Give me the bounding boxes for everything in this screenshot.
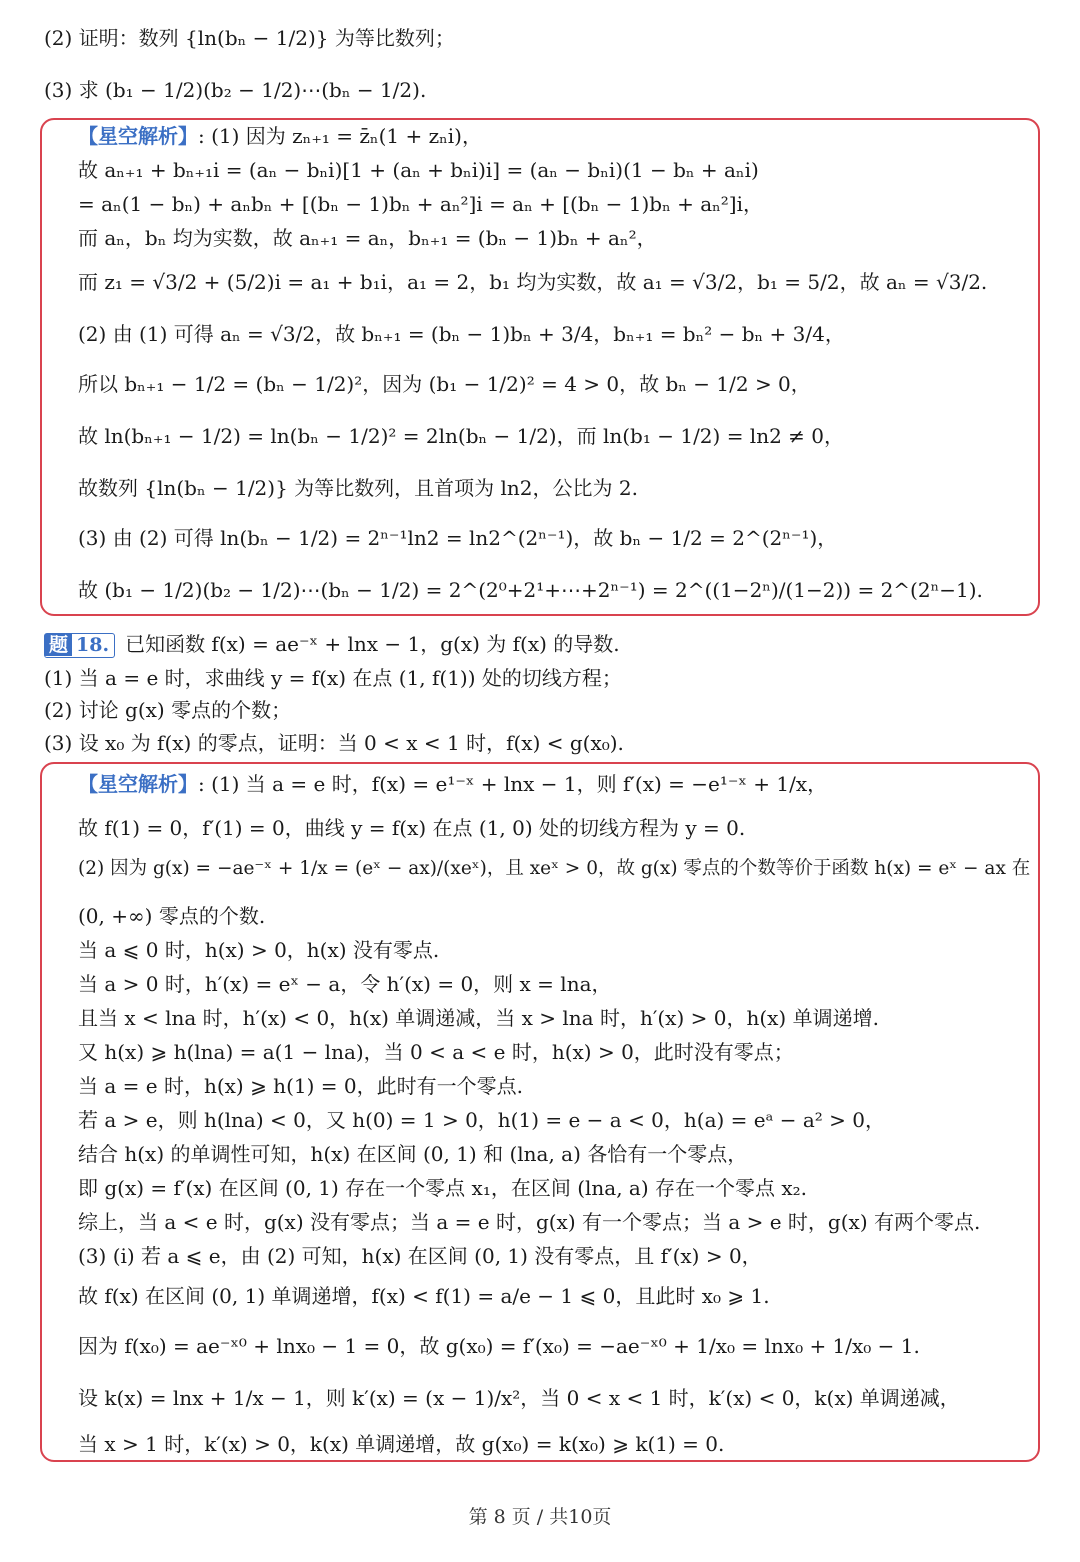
solution-18-line-3: (0, +∞) 零点的个数. bbox=[78, 904, 266, 928]
solution-18-line-1: 故 f(1) = 0，f′(1) = 0，曲线 y = f(x) 在点 (1, 0) 处的切线方程为 y = 0. bbox=[78, 816, 746, 840]
solution-18-line-4: 当 a ⩽ 0 时，h(x) > 0，h(x) 没有零点. bbox=[78, 938, 440, 962]
solution-18-line-11: 即 g(x) = f′(x) 在区间 (0, 1) 存在一个零点 x₁，在区间 (lna, a) 存在一个零点 x₂. bbox=[78, 1176, 808, 1200]
question-17-part-2: (2) 证明：数列 {ln(bₙ − 1/2)} 为等比数列； bbox=[44, 26, 455, 50]
solution-18-line-10: 结合 h(x) 的单调性可知，h(x) 在区间 (0, 1) 和 (lna, a) 各恰有一个零点， bbox=[78, 1142, 748, 1166]
question-17-part-3: (3) 求 (b₁ − 1/2)(b₂ − 1/2)⋯(bₙ − 1/2). bbox=[44, 78, 427, 102]
solution-18-line-2: (2) 因为 g(x) = −ae⁻ˣ + 1/x = (eˣ − ax)/(xeˣ)，且 xeˣ > 0，故 g(x) 零点的个数等价于函数 h(x) = eˣ − ax 在 bbox=[78, 858, 1031, 879]
solution-17-line bbox=[78, 124, 482, 148]
solution-17-line-9: (3) 由 (2) 可得 ln(bₙ − 1/2) = 2ⁿ⁻¹ln2 = ln2^(2ⁿ⁻¹)，故 bₙ − 1/2 = 2^(2ⁿ⁻¹)， bbox=[78, 526, 838, 550]
question-18-part-3: (3) 设 x₀ 为 f(x) 的零点，证明：当 0 < x < 1 时，f(x) < g(x₀). bbox=[44, 731, 624, 755]
question-18-stem-line bbox=[44, 632, 620, 658]
solution-17-line-3: 而 aₙ，bₙ 均为实数，故 aₙ₊₁ = aₙ，bₙ₊₁ = (bₙ − 1)bₙ + aₙ²， bbox=[78, 226, 657, 250]
solution-17-line-7: 故 ln(bₙ₊₁ − 1/2) = ln(bₙ − 1/2)² = 2ln(bₙ − 1/2)，而 ln(b₁ − 1/2) = ln2 ≠ 0， bbox=[78, 424, 845, 448]
solution-18-line-13: (3) (i) 若 a ⩽ e，由 (2) 可知，h(x) 在区间 (0, 1) 没有零点，且 f′(x) > 0， bbox=[78, 1244, 762, 1268]
solution-18-line-15: 因为 f(x₀) = ae⁻ˣ⁰ + lnx₀ − 1 = 0，故 g(x₀) = f′(x₀) = −ae⁻ˣ⁰ + 1/x₀ = lnx₀ + 1/x₀ − 1. bbox=[78, 1334, 920, 1358]
solution-17-line-6: 所以 bₙ₊₁ − 1/2 = (bₙ − 1/2)²，因为 (b₁ − 1/2)² = 4 > 0，故 bₙ − 1/2 > 0， bbox=[78, 372, 811, 396]
solution-18-line-17: 当 x > 1 时，k′(x) > 0，k(x) 单调递增，故 g(x₀) = k(x₀) ⩾ k(1) = 0. bbox=[78, 1432, 725, 1456]
solution-17-tag: 【星空解析】 bbox=[78, 124, 198, 148]
solution-18-line-9: 若 a > e，则 h(lna) < 0，又 h(0) = 1 > 0，h(1) = e − a < 0，h(a) = eᵃ − a² > 0， bbox=[78, 1108, 885, 1132]
solution-18-line-14: 故 f(x) 在区间 (0, 1) 单调递增，f(x) < f(1) = a/e − 1 ⩽ 0，且此时 x₀ ⩾ 1. bbox=[78, 1284, 770, 1308]
solution-17-line-8: 故数列 {ln(bₙ − 1/2)} 为等比数列，且首项为 ln2，公比为 2. bbox=[78, 476, 638, 500]
question-number-badge: 题 18. bbox=[44, 633, 115, 658]
solution-18-line-5: 当 a > 0 时，h′(x) = eˣ − a，令 h′(x) = 0，则 x = lna， bbox=[78, 972, 612, 996]
question-18-part-2: (2) 讨论 g(x) 零点的个数； bbox=[44, 698, 292, 722]
solution-17-line-5: (2) 由 (1) 可得 aₙ = √3/2，故 bₙ₊₁ = (bₙ − 1)bₙ + 3/4，bₙ₊₁ = bₙ² − bₙ + 3/4， bbox=[78, 322, 845, 346]
solution-17-line-4: 而 z₁ = √3/2 + (5/2)i = a₁ + b₁i，a₁ = 2，b₁ 均为实数，故 a₁ = √3/2，b₁ = 5/2，故 aₙ = √3/2. bbox=[78, 270, 988, 294]
solution-18-line-12: 综上，当 a < e 时，g(x) 没有零点；当 a = e 时，g(x) 有一个零点；当 a > e 时，g(x) 有两个零点. bbox=[78, 1210, 981, 1234]
question-18-stem: 已知函数 f(x) = ae⁻ˣ + lnx − 1，g(x) 为 f(x) 的导数. bbox=[125, 632, 620, 656]
solution-18-line-7: 又 h(x) ⩾ h(lna) = a(1 − lna)，当 0 < a < e 时，h(x) > 0，此时没有零点； bbox=[78, 1040, 794, 1064]
solution-18-line bbox=[78, 772, 827, 796]
solution-18-line-0: : (1) 当 a = e 时，f(x) = e¹⁻ˣ + lnx − 1，则 f′(x) = −e¹⁻ˣ + 1/x， bbox=[198, 772, 828, 796]
solution-18-line-16: 设 k(x) = lnx + 1/x − 1，则 k′(x) = (x − 1)/x²，当 0 < x < 1 时，k′(x) < 0，k(x) 单调递减， bbox=[78, 1386, 960, 1410]
solution-18-tag: 【星空解析】 bbox=[78, 772, 198, 796]
solution-17-line-2: = aₙ(1 − bₙ) + aₙbₙ + [(bₙ − 1)bₙ + aₙ²]i = aₙ + [(bₙ − 1)bₙ + aₙ²]i， bbox=[78, 192, 764, 216]
solution-17-line-10: 故 (b₁ − 1/2)(b₂ − 1/2)⋯(bₙ − 1/2) = 2^(2⁰+2¹+⋯+2ⁿ⁻¹) = 2^((1−2ⁿ)/(1−2)) = 2^(2ⁿ−1). bbox=[78, 578, 983, 602]
solution-17-line-1: 故 aₙ₊₁ + bₙ₊₁i = (aₙ − bₙi)[1 + (aₙ + bₙi)i] = (aₙ − bₙi)(1 − bₙ + aₙi) bbox=[78, 158, 759, 182]
question-18-part-1: (1) 当 a = e 时，求曲线 y = f(x) 在点 (1, f(1)) 处的切线方程； bbox=[44, 666, 622, 690]
solution-18-line-8: 当 a = e 时，h(x) ⩾ h(1) = 0，此时有一个零点. bbox=[78, 1074, 523, 1098]
page-footer: 第 8 页 / 共10页 bbox=[468, 1506, 612, 1528]
solution-17-line-0: : (1) 因为 zₙ₊₁ = z̄ₙ(1 + zₙi)， bbox=[198, 124, 482, 148]
solution-18-line-6: 且当 x < lna 时，h′(x) < 0，h(x) 单调递减，当 x > lna 时，h′(x) > 0，h(x) 单调递增. bbox=[78, 1006, 879, 1030]
